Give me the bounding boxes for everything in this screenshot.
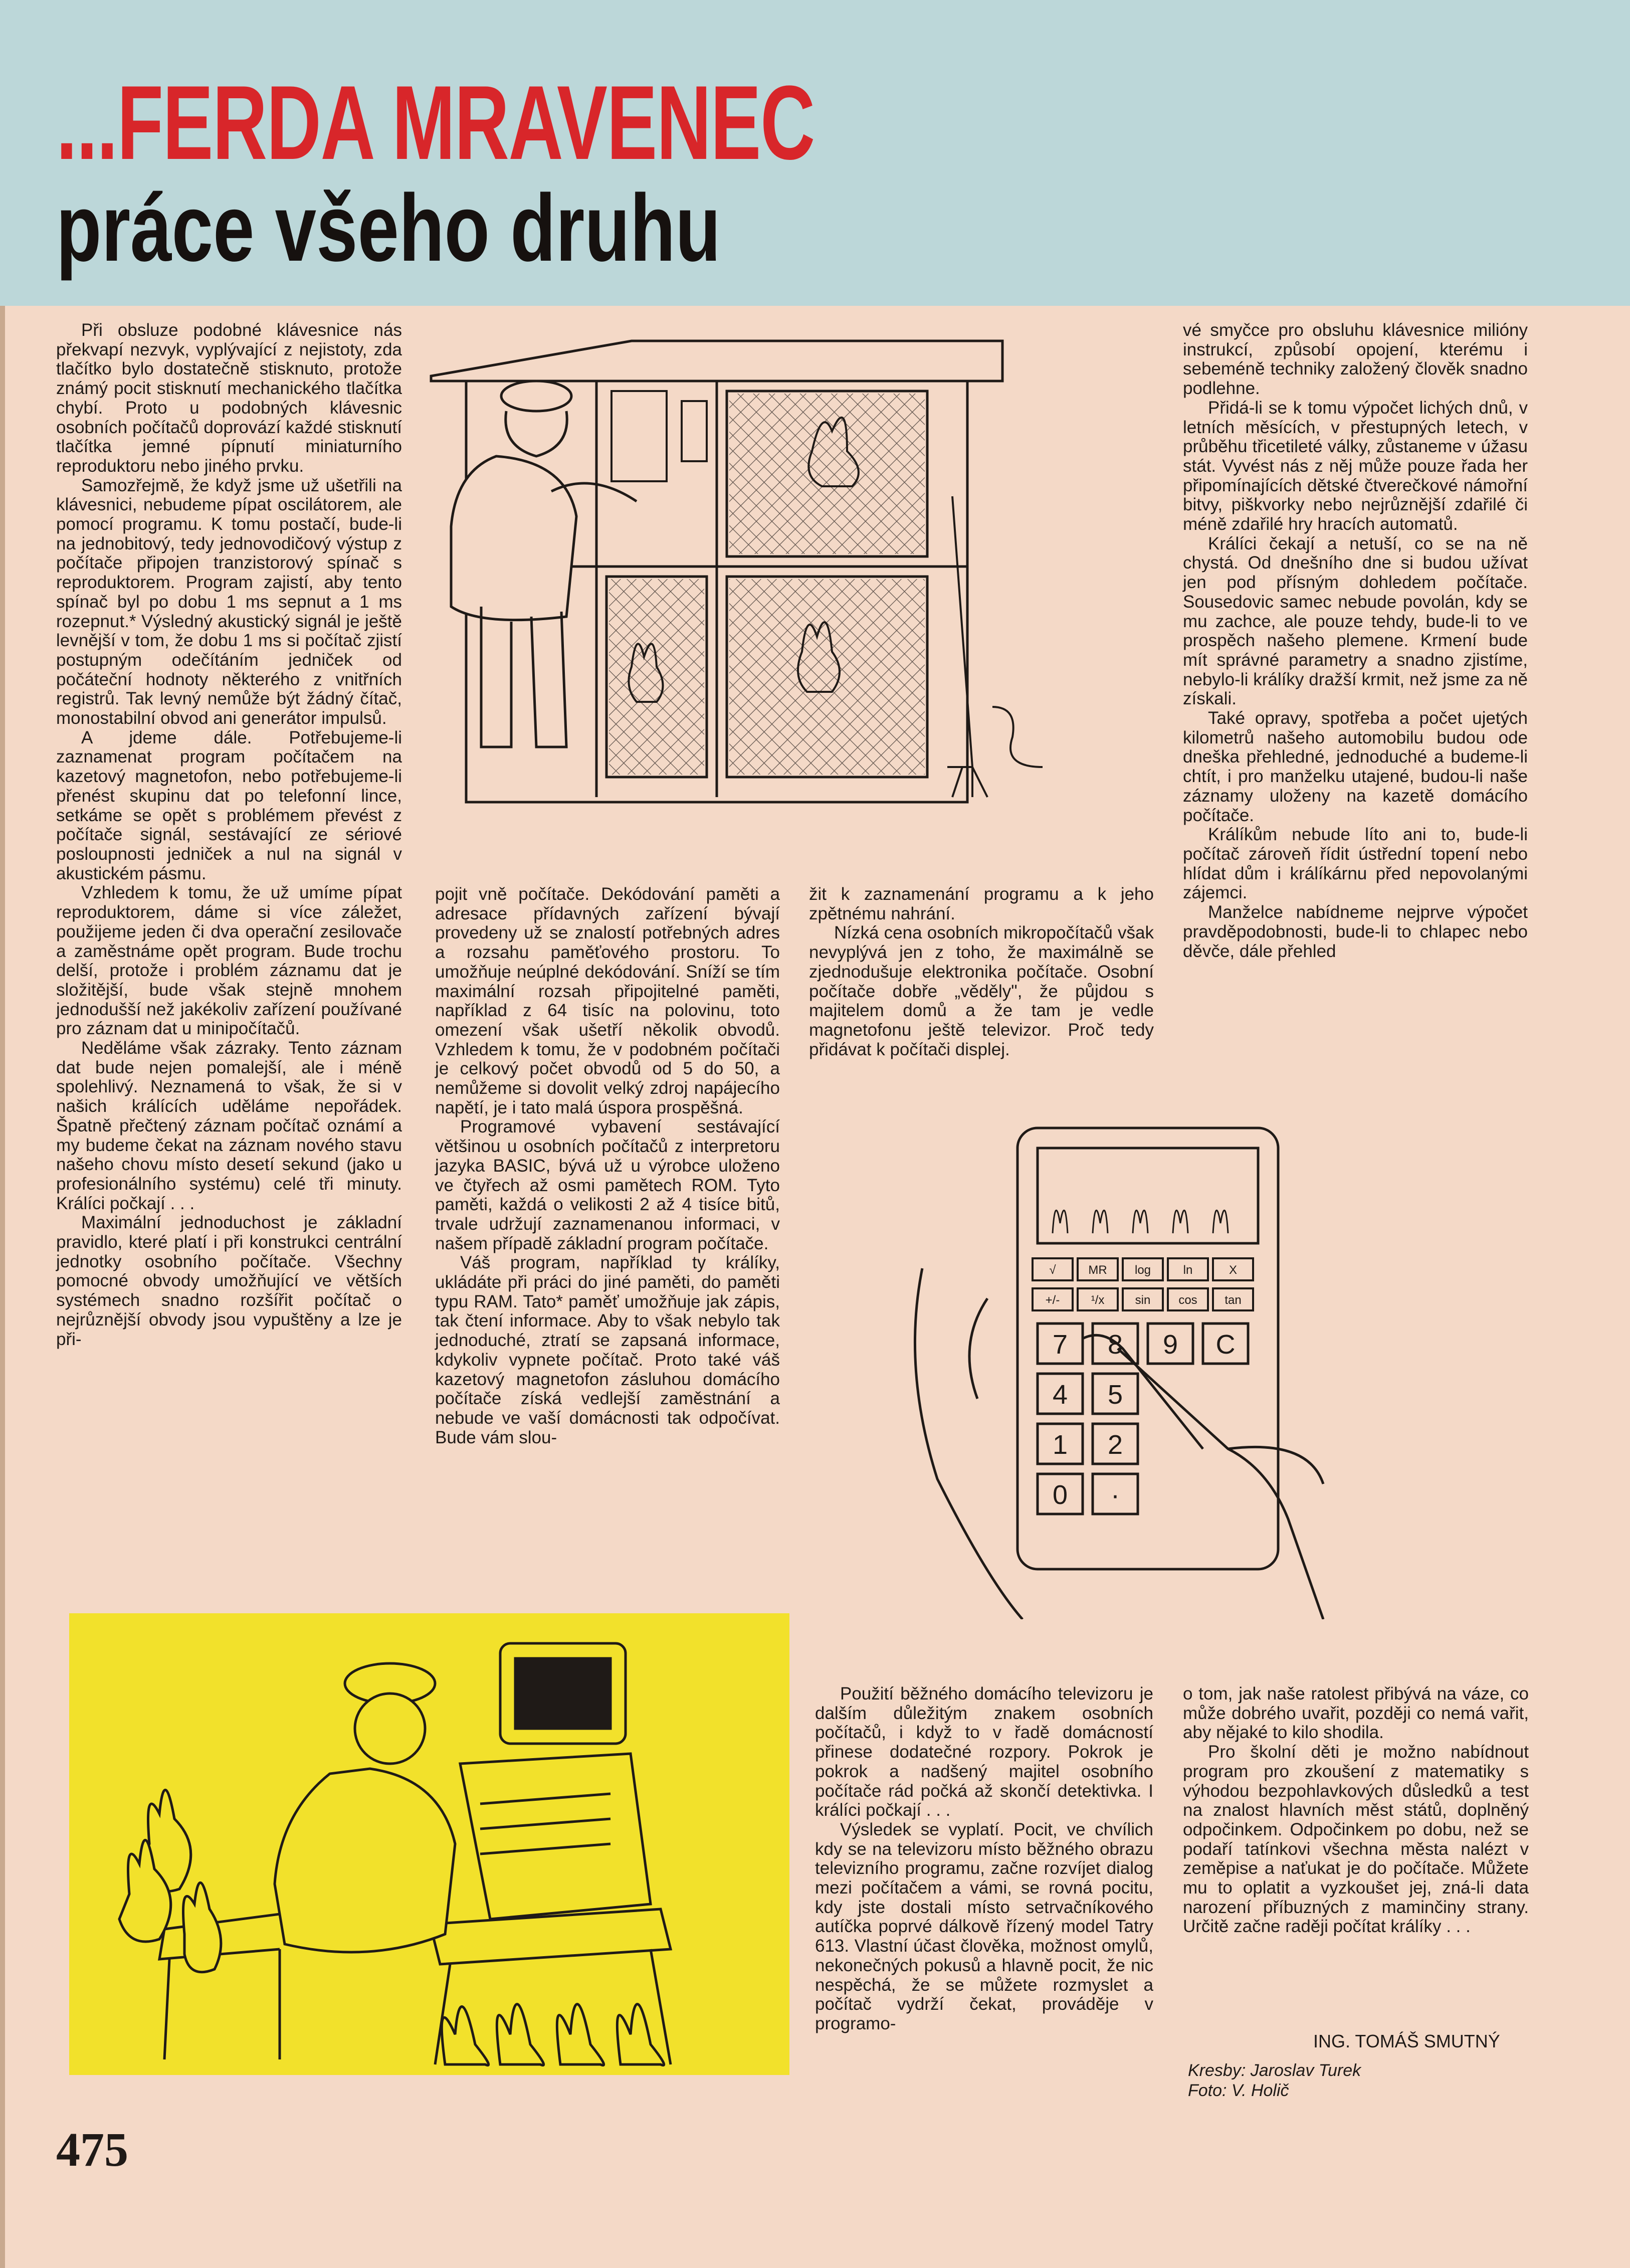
calc-key: sin (1135, 1293, 1151, 1307)
calc-key: 1 (1052, 1430, 1068, 1460)
calc-key: 5 (1107, 1380, 1123, 1410)
page-edge (0, 0, 5, 2268)
calc-key: C (1215, 1330, 1236, 1360)
calc-key: 8 (1107, 1330, 1123, 1360)
paragraph: Pro školní děti je možno nabídnout program pro zkoušení z matematiky s výhodou bezpohlavkových důsledků a test na znalost hlavních měst států, doplněný odpočinkem. Odpočinkem po dobu, než se podaří tatínkovi všechna města nalézt v zeměpise a naťukat je do počítače. Můžete mu to oplatit a vyzkoušet jej, zná-li data narození příbuzných z maminčiny strany. Určitě začne raději počítat králíky . . . (1183, 1742, 1529, 1937)
calc-key: 2 (1107, 1430, 1123, 1460)
paragraph: Programové vybavení sestávající většinou u osobních počítačů z interpretoru jazyka BASIC, bývá už u výrobce uloženo ve čtyřech až osmi pamětech ROM. Tyto paměti, každá o velikosti 2 až 4 tisíce bitů, trvale udržují zaznamenanou informaci, v našem případě základní program počítače. (435, 1117, 780, 1253)
paragraph: Také opravy, spotřeba a počet ujetých kilometrů našeho automobilu budou ode dneška přehledné, jednoduché a budeme-li chtít, i pro manželku utajené, budou-li naše záznamy uloženy na kazetě domácího počítače. (1183, 708, 1528, 825)
calc-key: · (1111, 1480, 1120, 1510)
paragraph: Samozřejmě, že když jsme už ušetřili na klávesnici, nebudeme pípat oscilátorem, ale pomocí programu. K tomu postačí, bude-li na jednobitový, tedy jednovodičový výstup z počítače připojen tranzistorový spínač s reproduktorem. Program zajistí, aby tento spínač byl po dobu 1 ms sepnut a 1 ms rozepnut.* Výsledný akustický signál je ještě levnější v tom, že dobu 1 ms si počítač zjistí postupným odečítáním jedniček od počáteční hodnoty některého z vnitřních registrů. Tak levný nemůže být žádný čítač, monostabilní obvod ani generátor impulsů. (56, 475, 402, 728)
article-column-2 (435, 885, 780, 1447)
article-column-4 (1183, 321, 1528, 961)
rabbit-hutch-illustration (421, 326, 1083, 827)
calc-key: ¹/x (1091, 1293, 1105, 1307)
paragraph: Váš program, například ty králíky, ukládáte při práci do jiné paměti, do paměti typu RAM. Tato* paměť umožňuje jak zápis, tak čtení informace. Aby to však nebylo tak jednoduché, ztratí se zapsaná informace, kdykoliv vypnete počítač. Proto také váš kazetový magnetofon zásluhou domácího počítače získá vedlejší zaměstnání a nebude ve vaší domácnosti tak odpočívat. Bude vám slou- (435, 1253, 780, 1447)
paragraph: o tom, jak naše ratolest přibývá na váze, co může dobrého uvařit, později co nemá vařit, aby nějaké to kilo shodila. (1183, 1684, 1529, 1743)
article-column-6 (1183, 1684, 1529, 1937)
author-signature: ING. TOMÁŠ SMUTNÝ (1313, 2031, 1500, 2051)
calc-key: 7 (1052, 1330, 1068, 1360)
paragraph: Výsledek se vyplatí. Pocit, ve chvílich kdy se na televizoru místo běžného obrazu televizního programu, začne rozvíjet dialog mezi počítačem a vámi, se rovná pocitu, kdy jste dostali místo setrvačníkového autíčka poprvé dálkově řízený model Tatry 613. Vlastní účast člověka, možnost omylů, nekonečných pokusů a hlavně pocit, že nic nespěchá, že se můžete rozmyslet a počítač vydrží čekat, prováděje v programo- (815, 1819, 1153, 2033)
calc-key: 9 (1162, 1330, 1178, 1360)
credit-drawings: Kresby: Jaroslav Turek (1188, 2061, 1361, 2080)
paragraph: Králíci čekají a netuší, co se na ně chystá. Od dnešního dne si budou užívat jen pod přísným dohledem počítače. Sousedovic samec nebude povolán, kdy se mu zachce, ale pouze tehdy, bude-li to ve prospěch našeho plemene. Krmení bude mít správné parametry a snadno zjistíme, nebylo-li králíky dražší krmit, než jsme za ně získali. (1183, 533, 1528, 709)
paragraph: Vzhledem k tomu, že už umíme pípat reproduktorem, dáme si více záležet, použijeme jeden či dva operační zesilovače a zaměstnáme opět program. Bude trochu delší, protože i problém záznamu dat je složitější, bude však stejně mnohem jednodušší než jakékoliv zařízení používané pro záznam dat u minipočítačů. (56, 883, 402, 1039)
paragraph: Při obsluze podobné klávesnice nás překvapí nezvyk, vyplývající z nejistoty, zda tlačítko bylo dostatečně stisknuto, protože známý pocit stisknutí mechanického tlačítka chybí. Proto u podobných klávesnic osobních počítačů doprovází každé stisknutí tlačítka jemné pípnutí miniaturního reproduktoru nebo jiného prvku. (56, 320, 402, 476)
paragraph: Maximální jednoduchost je základní pravidlo, které platí i při konstrukci centrální jednotky osobního počítače. Všechny pomocné obvody umožňující ve větších systémech snadno rozšířit počítač o nejrůznější obvody jsou vypuštěny a lze je při- (56, 1213, 402, 1349)
calc-key: 0 (1052, 1480, 1068, 1510)
paragraph: Použití běžného domácího televizoru je dalším důležitým znakem osobních počítačů, i když to v řadě domácností přinese dodatečné rozpory. Pokrok je pokrok a nadšený majitel osobního počítače rád počká až skončí detektivka. I králíci počkají . . . (815, 1684, 1153, 1820)
calculator-hands-illustration (867, 1118, 1368, 1619)
calc-key: 4 (1052, 1380, 1068, 1410)
calc-key: X (1229, 1263, 1238, 1277)
paragraph: Neděláme však zázraky. Tento záznam dat bude nejen pomalejší, ale i méně spolehlivý. Neznamená to však, že si v našich králících uděláme nepořádek. Špatně přečtený záznam počítač oznámí a my budeme čekat na záznam nového stavu našeho chovu místo desetí sekund (jako u profesionálního systému) celé tři minuty. Králíci počkají . . . (56, 1038, 402, 1213)
paragraph: Králíkům nebude líto ani to, bude-li počítač zároveň řídit ústřední topení nebo hlídat dům i králíkárnu před nepovolanými zájemci. (1183, 825, 1528, 903)
headline-subtitle: práce všeho druhu (56, 175, 721, 281)
page-number: 475 (56, 2123, 128, 2176)
calc-key: +/- (1045, 1293, 1060, 1307)
paragraph: žit k zaznamenání programu a k jeho zpětnému nahrání. (809, 884, 1154, 923)
calc-key: log (1134, 1263, 1151, 1277)
headline-title: ...FERDA MRAVENEC (56, 64, 814, 181)
credit-photo: Foto: V. Holič (1188, 2081, 1289, 2100)
calc-key: √ (1049, 1263, 1056, 1277)
paragraph: Přidá-li se k tomu výpočet lichých dnů, v letních měsících, v přestupných letech, v průběhu třicetileté války, zůstaneme v úžasu stát. Vyvést nás z něj může pouze řada her připomínajících dětské čtverečkové námořní bitvy, piškvorky nebo nejrůznější zdařilé či méně zdařilé hry hracích automatů. (1183, 398, 1528, 534)
paragraph: Manželce nabídneme nejprve výpočet pravděpodobnosti, bude-li to chlapec nebo děvče, dále přehled (1183, 902, 1528, 961)
paragraph: pojit vně počítače. Dekódování paměti a adresace přídavných zařízení bývají provedeny už se znalostí potřebných adres a rozsahu paměťového prostoru. To umožňuje neúplné dekódování. Sníží se tím maximální rozsah připojitelné paměti, například z 64 tisíc na polovinu, toto omezení však ušetří několik obvodů. Vzhledem k tomu, že v podobném počítači je celkový počet obvodů od 5 do 50, a nemůžeme si dovolit velký zdroj napájecího napětí, je i tato malá úspora prospěšná. (435, 884, 780, 1117)
paragraph: vé smyčce pro obsluhu klávesnice milióny instrukcí, způsobí opojení, kterému i sebeméně techniky založený člověk snadno podlehne. (1183, 320, 1528, 399)
paragraph: Nízká cena osobních mikropočítačů však nevyplývá jen z toho, že maximálně se zjednodušuje elektronika počítače. Osobní počítače dobře „věděly", že půjdou s majitelem domů a že tam je vedle magnetofonu ještě televizor. Proč tedy přidávat k počítači displej. (809, 923, 1154, 1059)
article-column-3 (809, 885, 1154, 1059)
calc-key: MR (1088, 1263, 1107, 1277)
calc-key: cos (1178, 1293, 1197, 1307)
computer-rabbits-illustration (69, 1613, 789, 2075)
article-column-5 (815, 1684, 1153, 2034)
article-column-1 (56, 321, 402, 1349)
paragraph: A jdeme dále. Potřebujeme-li zaznamenat program počítačem na kazetový magnetofon, nebo potřebujeme-li přenést skupinu dat po telefonní lince, setkáme se opět s problémem převést z počítače signál, sestávající ze sériové posloupnosti jedniček a nul na signál v akustickém pásmu. (56, 727, 402, 883)
calc-key: ln (1183, 1263, 1193, 1277)
calc-key: tan (1225, 1293, 1242, 1307)
